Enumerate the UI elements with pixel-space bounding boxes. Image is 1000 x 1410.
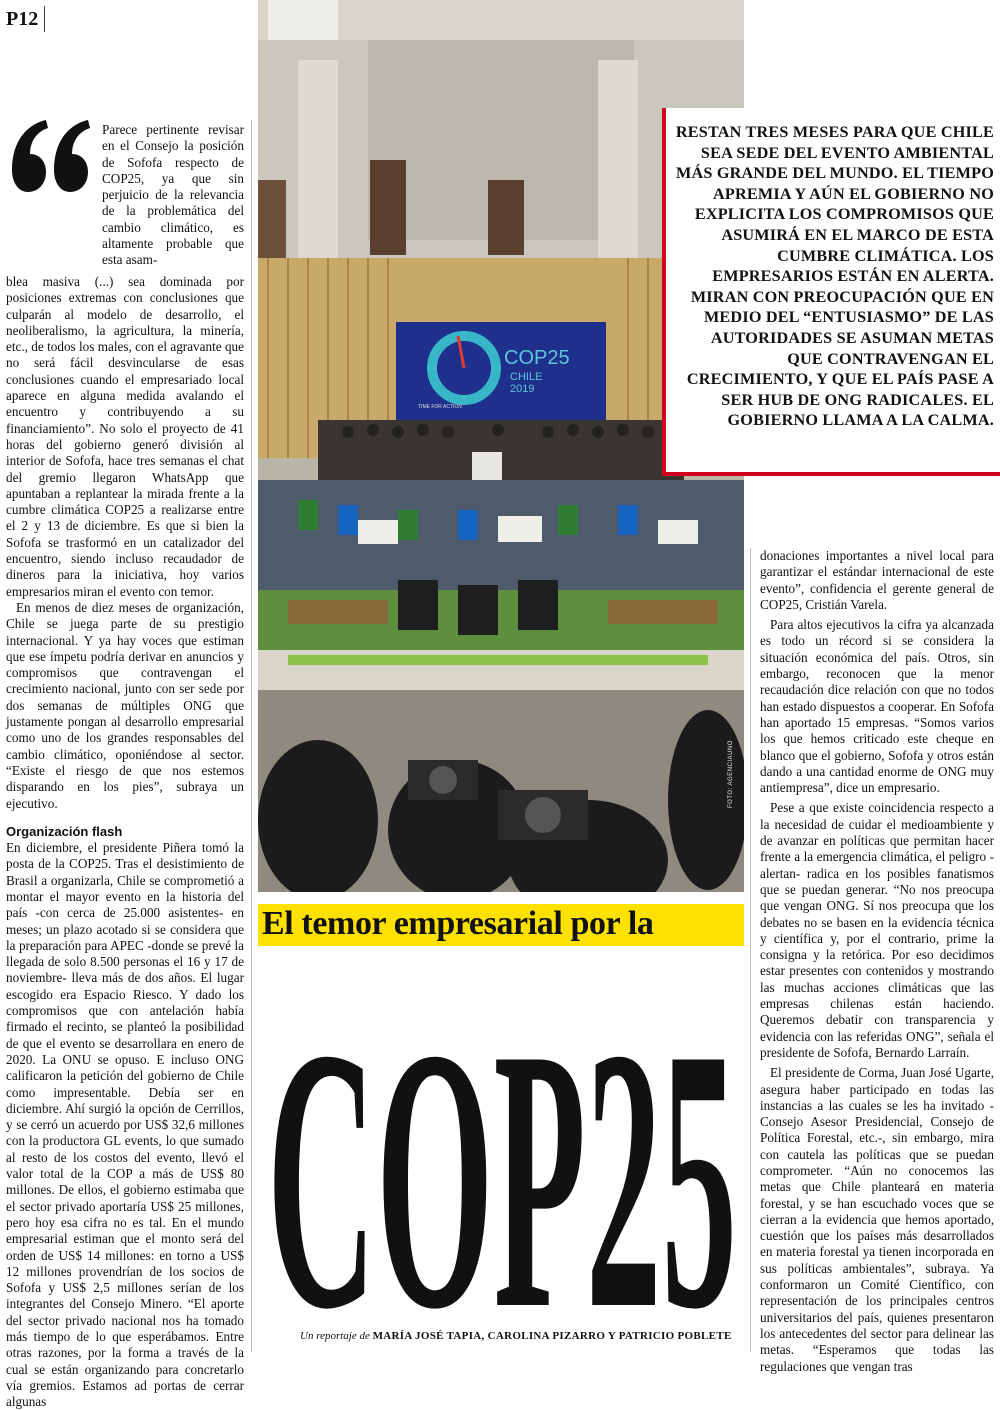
left-column (6, 122, 244, 1410)
right-paragraph: Para altos ejecutivos la cifra ya alcanzada es todo un récord si se considera la situación económica del país. Otros, sin embargo, reconocen que la menor recaudación dice relación con que no todos han estado dispuestos a cooperar. En Sofofa han aportado 15 empresas. “Somos varios los que hemos criticado este cheque en blanco que el gobierno, Sofofa y otros están dando a una cantidad enorme de ONG muy antiempresa”, dice un empresario. (760, 617, 994, 796)
left-column-divider (251, 120, 252, 1352)
banner-slogan-text: TIME FOR ACTION (418, 404, 462, 410)
left-paragraph: blea masiva (...) sea dominada por posiciones extremas con conclusiones que culparán al modelo de desarrollo, el neoliberalismo, la agricultura, la minería, etc., de todos los males, con el agravante que no será fácil desvincularse de esas conclusiones cuando el empresariado local aparece en alguna medida avalando el encuentro y contribuyendo a su financiamiento”. No solo el proyecto de 41 horas del gobierno generó división al interior de Sofofa, hace tres semanas el chat del gremio llegaron WhatsApp que apuntaban a replantear la mirada frente a la cumbre climática COP25 a realizarse entre el 2 y 13 de diciembre. Es que si bien la Sofofa se trasformó en un catalizador del encuentro, siendo incluso recaudador de dineros para la iniciativa, hoy varios empresarios miran el evento con temor. (6, 274, 244, 599)
byline-names: MARÍA JOSÉ TAPIA, CAROLINA PIZARRO Y PATRICIO POBLETE (372, 1330, 732, 1342)
deck-box (662, 108, 1000, 476)
headline-kicker: El temor empresarial por la (262, 905, 654, 942)
subheading: Organización flash (6, 823, 123, 839)
right-paragraph: El presidente de Corma, Juan José Ugarte, asegura haber participado en todas las instancias a las cuales se les ha invitado -Consejo Asesor Presidencial, Consejo de Política Forestal, etc.-, sin embargo, mira con cautela las políticas que se puedan comprometer. “Aún no conocemos las metas que Chile planteará en materia forestal, y se han escuchado voces que se cierran a la evidencia que hemos aportado, cuestión que los países más desarrollados en materia forestal ya tienen incorporada en sus políticas ambientales”, subraya. Ya conformaron un Comité Científico, con representación de los principales centros universitarios del país, quienes presentaron los antecedentes del sector para delinear las metas. “Esperamos que todas las regulaciones que vengan tras (760, 1065, 994, 1374)
left-paragraph: En menos de diez meses de organización, Chile se juega parte de su prestigio internacional. Y ya hay voces que estiman que ese ímpetu podría derivar en anuncios y compromisos que contravengan el crecimiento nacional, junto con ser sede por dos semanas de múltiples ONG que justamente pongan al desarrollo empresarial como uno de los grandes responsables del cambio climático, oponiéndose al sector. “Existe el riesgo de que nos estemos disparando en los pies”, subraya un ejecutivo. (6, 599, 244, 811)
left-paragraph: En diciembre, el presidente Piñera tomó la posta de la COP25. Tras el desistimiento de Brasil a organizarla, Chile se comprometió a montar el mayor evento en la historia del país -con cerca de 25.000 asistentes- en meses; un plazo acotado si se considera que la preparación para APEC -donde se prevé la llegada de solo 8.500 personas el 16 y 17 de noviembre- lleva más de dos años. El lugar escogido era Espacio Riesco. Y dado los compromisos que con antelación había firmado el recinto, se planteó la posibilidad de que el evento se desarrollara en enero de 2020. La ONU se opuso. E incluso ONG calificaron la petición del gobierno de Chile como impresentable. Debía ser en diciembre. Ahí surgió la opción de Cerrillos, y se cerró un acuerdo por US$ 32,6 millones con la productora GL events, lo que sumado al resto de los costos del evento, llevó el valor total de la COP a más de US$ 80 millones. De ellos, el gobierno estimaba que el sector privado aportaría US$ 25 millones, pero hoy esa cifra no es tal. En el mundo empresarial estiman que el monto será del orden de US$ 14 millones: en torno a US$ 12 millones provendrían de los socios de Sofofa y US$ 2,5 millones serían de los integrantes del Consejo Minero. “El aporte del sector privado nacional nos ha tomado más tiempo de lo que esperábamos. Entre otras razones, por la forma a través de la cual se están organizando para concretarlo vía gremios. Estamos ad portas de cerrar algunas (6, 840, 244, 1410)
banner-year-text: 2019 (510, 383, 535, 395)
page-number-rule (44, 6, 45, 32)
page-number: P12 (6, 8, 39, 30)
deck-text: RESTAN TRES MESES PARA QUE CHILE SEA SEDE DEL EVENTO AMBIENTAL MÁS GRANDE DEL MUNDO. EL TIEMPO APREMIA Y AÚN EL GOBIERNO NO EXPLICITA LOS COMPROMISOS QUE ASUMIRÁ EN EL MARCO DE ESTA CUMBRE CLIMÁTICA. LOS EMPRESARIOS ESTÁN EN ALERTA. MIRAN CON PREOCUPACIÓN QUE EN MEDIO DEL “ENTUSIASMO” DE LAS AUTORIDADES SE ASUMAN METAS QUE CONTRAVENGAN EL CRECIMIENTO, Y QUE EL PAÍS PASE A SER HUB DE ONG RADICALES. EL GOBIERNO LLAMA A LA CALMA. (675, 123, 994, 430)
banner-cop-text: COP25 (504, 347, 570, 369)
quote-mark-icon (6, 110, 94, 200)
photo-credit: FOTO: AGENCIAUNO (728, 740, 734, 808)
right-paragraph: Pese a que existe coincidencia respecto a la necesidad de cuidar el medioambiente y de avanzar en políticas que permitan hacer frente a la emergencia climática, el peligro -alertan- radica en los posibles fanatismos que se puedan generar. “No nos preocupa que vengan ONG. Sí nos preocupa que los debates no se basen en la evidencia técnica y científica y, por el contrario, prime la consigna y la retórica. Por eso decidimos estar presentes con contenidos y mostrando las muchas acciones climáticas que las empresas chilenas están haciendo. Queremos debatir con transparencia y evidencia con las referidas ONG”, señala el presidente de Sofofa, Bernardo Larraín. (760, 800, 994, 1060)
quote-opening: Parece pertinente revisar en el Consejo la posición de Sofofa respecto de COP25, ya que sin perjuicio de la relevancia de la problemática del cambio climático, es altamente probable que esta asam- (102, 122, 244, 268)
right-column (760, 548, 994, 1379)
byline (300, 1330, 732, 1342)
banner-chile-text: CHILE (510, 371, 543, 383)
right-column-divider (750, 548, 751, 1352)
headline-title (262, 935, 742, 1327)
headline-title-text: COP25 (267, 971, 737, 1327)
right-paragraph: donaciones importantes a nivel local para garantizar el estándar internacional de este evento”, confidencia el gerente general de COP25, Cristián Varela. (760, 548, 994, 612)
byline-lead: Un reportaje de (300, 1330, 370, 1342)
